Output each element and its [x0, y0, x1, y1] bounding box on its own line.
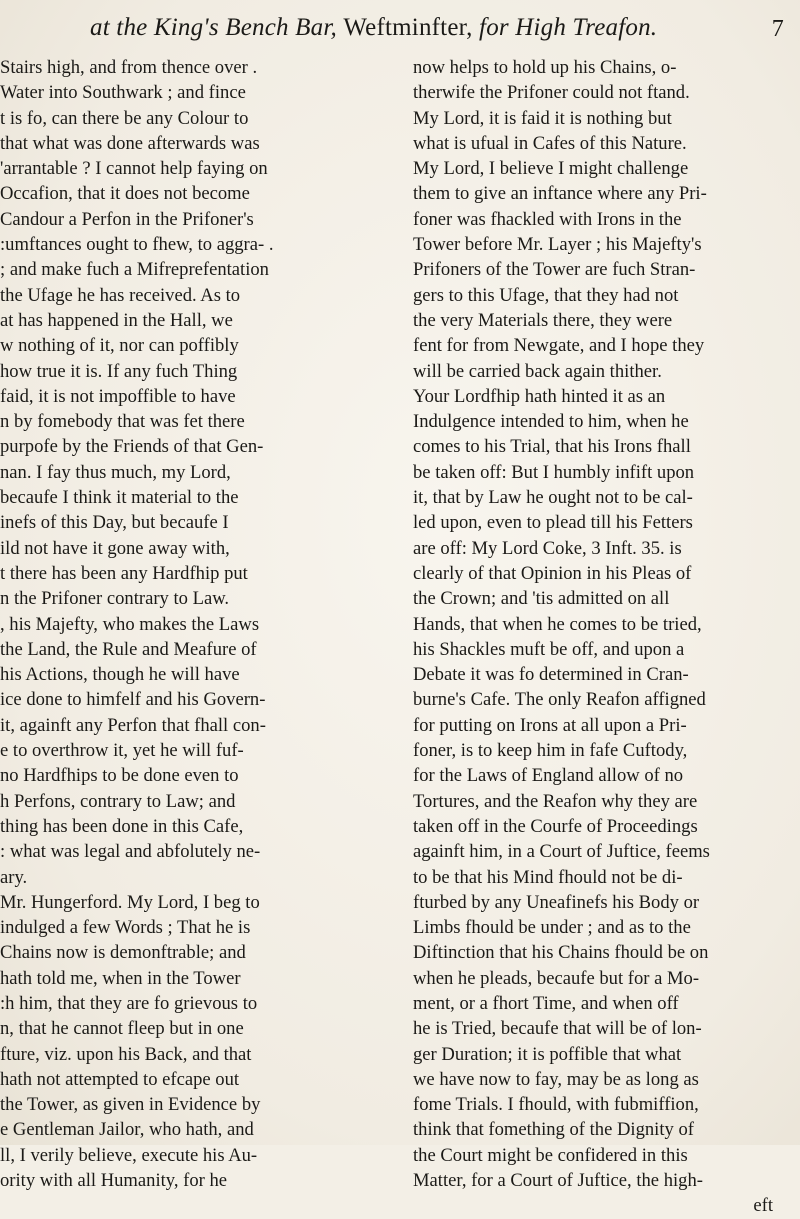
text-line: foner, is to keep him in fafe Cuftody, — [413, 740, 688, 762]
running-head-title-part2: Weftminfter, — [343, 14, 473, 41]
text-line: Mr. Hungerford. My Lord, I beg to — [0, 891, 260, 913]
text-line: n the Prifoner contrary to Law. — [0, 588, 230, 610]
text-line: indulged a few Words ; That he is — [0, 917, 251, 939]
text-line: the Land, the Rule and Meafure of — [0, 638, 257, 660]
text-line: the Ufage he has received. As to — [0, 284, 241, 306]
text-line: My Lord, it is faid it is nothing but — [413, 107, 672, 129]
text-line: when he pleads, becaufe but for a Mo- — [413, 967, 700, 989]
text-line: what is ufual in Cafes of this Nature. — [413, 132, 687, 154]
text-line: he is Tried, becaufe that will be of lon- — [413, 1018, 702, 1040]
text-line: hath not attempted to efcape out — [0, 1068, 240, 1090]
text-line: taken off in the Courfe of Proceedings — [413, 815, 698, 837]
text-line: Matter, for a Court of Juftice, the high- — [413, 1170, 703, 1192]
text-line: foner was fhackled with Irons in the — [413, 208, 682, 230]
text-line: comes to his Trial, that his Irons fhall — [413, 436, 691, 458]
text-line: at has happened in the Hall, we — [0, 309, 233, 331]
page-number: 7 — [771, 16, 784, 42]
text-line: nan. I fay thus much, my Lord, — [0, 461, 231, 483]
text-line: Indulgence intended to him, when he — [413, 411, 689, 433]
text-line: Occafion, that it does not become — [0, 183, 250, 205]
text-line: therwife the Prifoner could not ftand. — [413, 82, 690, 104]
text-line: now helps to hold up his Chains, o- — [413, 57, 677, 78]
text-line: the Tower, as given in Evidence by — [0, 1094, 261, 1116]
text-line: Chains now is demonftrable; and — [0, 942, 246, 964]
text-line: think that fomething of the Dignity of — [413, 1119, 694, 1141]
text-line: h Perfons, contrary to Law; and — [0, 790, 236, 812]
text-line: that what was done afterwards was — [0, 132, 260, 154]
text-line: led upon, even to plead till his Fetters — [413, 512, 693, 534]
text-line: will be carried back again thither. — [413, 360, 662, 382]
text-line: how true it is. If any fuch Thing — [0, 360, 238, 382]
text-line: ll, I verily believe, execute his Au- — [0, 1144, 258, 1166]
text-line: his Actions, though he will have — [0, 664, 240, 686]
text-line: the Crown; and 'tis admitted on all — [413, 588, 670, 610]
text-line: we have now to fay, may be as long as — [413, 1068, 699, 1090]
text-line: e Gentleman Jailor, who hath, and — [0, 1119, 254, 1141]
text-line: Hands, that when he comes to be tried, — [413, 613, 702, 635]
text-line: hath told me, when in the Tower — [0, 967, 241, 989]
text-line: Candour a Perfon in the Prifoner's — [0, 208, 254, 230]
text-line: faid, it is not impoffible to have — [0, 385, 236, 407]
text-line: fent for from Newgate, and I hope they — [413, 335, 705, 357]
text-line: his Shackles muft be off, and upon a — [413, 638, 685, 660]
text-column-left — [0, 55, 402, 1193]
text-line: ice done to himfelf and his Govern- — [0, 689, 266, 711]
text-line: Water into Southwark ; and fince — [0, 82, 246, 104]
text-line: fturbed by any Uneafinefs his Body or — [413, 891, 700, 913]
text-line: ority with all Humanity, for he — [0, 1170, 228, 1192]
text-line: ild not have it gone away with, — [0, 537, 230, 559]
text-column-right — [413, 55, 793, 1219]
text-line: be taken off: But I humbly infift upon — [413, 461, 695, 483]
text-line: the Court might be confidered in this — [413, 1144, 688, 1166]
text-line: them to give an inftance where any Pri- — [413, 183, 707, 205]
text-line: Limbs fhould be under ; and as to the — [413, 917, 691, 939]
text-line: for putting on Irons at all upon a Pri- — [413, 714, 687, 736]
text-line: againft him, in a Court of Juftice, feems — [413, 841, 710, 863]
text-line: : what was legal and abfolutely ne- — [0, 841, 261, 863]
text-line: Tortures, and the Reafon why they are — [413, 790, 698, 812]
text-line: thing has been done in this Cafe, — [0, 815, 244, 837]
text-line: it, againft any Perfon that fhall con- — [0, 714, 266, 736]
text-line: t is fo, can there be any Colour to — [0, 107, 249, 129]
text-line: Stairs high, and from thence over . — [0, 57, 258, 78]
text-line: fome Trials. I fhould, with fubmiffion, — [413, 1094, 699, 1116]
text-line: My Lord, I believe I might challenge — [413, 158, 689, 180]
text-line: Prifoners of the Tower are fuch Stran- — [413, 259, 696, 281]
text-line: ary. — [0, 866, 28, 888]
text-line: becaufe I think it material to the — [0, 487, 239, 509]
text-line: are off: My Lord Coke, 3 Inft. 35. is — [413, 537, 682, 559]
text-line: w nothing of it, nor can poffibly — [0, 335, 239, 357]
text-line: no Hardfhips to be done even to — [0, 765, 239, 787]
text-line: ger Duration; it is poffible that what — [413, 1043, 682, 1065]
text-line: n by fomebody that was fet there — [0, 411, 245, 433]
running-head-title-part3: for High Treafon. — [479, 14, 658, 41]
text-line: Tower before Mr. Layer ; his Majefty's — [413, 234, 702, 256]
text-line: gers to this Ufage, that they had not — [413, 284, 679, 306]
text-line: e to overthrow it, yet he will fuf- — [0, 740, 244, 762]
running-head-title-part1: at the King's Bench Bar, — [90, 14, 337, 41]
text-line: it, that by Law he ought not to be cal- — [413, 487, 693, 509]
text-line: inefs of this Day, but becaufe I — [0, 512, 229, 534]
text-line: :umftances ought to fhew, to aggra- . — [0, 234, 274, 256]
text-line: :h him, that they are fo grievous to — [0, 992, 258, 1014]
text-line: for the Laws of England allow of no — [413, 765, 684, 787]
text-line: Diftinction that his Chains fhould be on — [413, 942, 709, 964]
text-line: Your Lordfhip hath hinted it as an — [413, 385, 666, 407]
text-line: t there has been any Hardfhip put — [0, 562, 248, 584]
text-line: ; and make fuch a Mifreprefentation — [0, 259, 269, 281]
text-line: clearly of that Opinion in his Pleas of — [413, 562, 692, 584]
text-line: burne's Cafe. The only Reafon affigned — [413, 689, 706, 711]
text-line: to be that his Mind fhould not be di- — [413, 866, 683, 888]
catchword: eft — [753, 1195, 773, 1217]
text-line: , his Majefty, who makes the Laws — [0, 613, 260, 635]
text-line: purpofe by the Friends of that Gen- — [0, 436, 264, 458]
running-head — [90, 14, 784, 48]
text-line: n, that he cannot fleep but in one — [0, 1018, 244, 1040]
text-line: the very Materials there, they were — [413, 309, 673, 331]
text-line: 'arrantable ? I cannot help faying on — [0, 158, 268, 180]
text-line: Debate it was fo determined in Cran- — [413, 664, 689, 686]
running-head-title — [90, 14, 657, 42]
text-line: ment, or a fhort Time, and when off — [413, 992, 679, 1014]
text-line: fture, viz. upon his Back, and that — [0, 1043, 252, 1065]
